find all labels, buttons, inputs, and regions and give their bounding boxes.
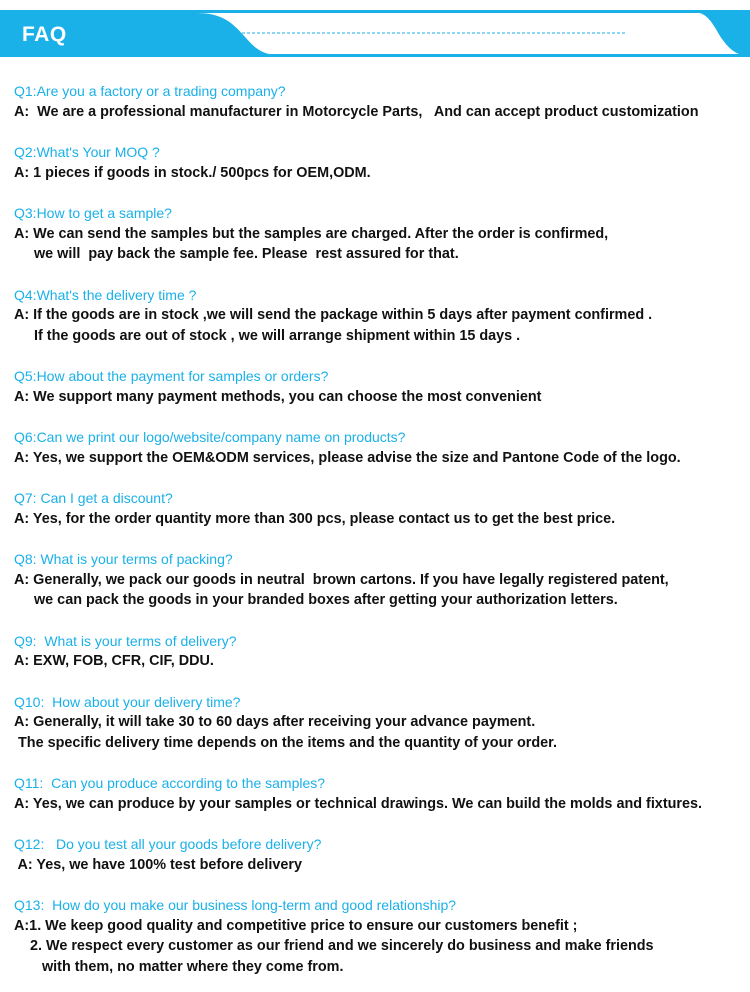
- faq-answer-line: A: Yes, we have 100% test before delivery: [14, 856, 302, 873]
- faq-item: [14, 81, 744, 122]
- faq-question: Q6:Can we print our logo/website/company name on products?: [14, 429, 406, 445]
- faq-header: [0, 0, 750, 64]
- faq-item: [14, 549, 744, 611]
- faq-question: Q10: How about your delivery time?: [14, 693, 241, 710]
- faq-item: [14, 285, 744, 347]
- faq-spacer: [14, 611, 744, 631]
- faq-list: [14, 81, 744, 977]
- faq-answer-line: A: Yes, for the order quantity more than 300 pcs, please contact us to get the best price.: [14, 510, 616, 527]
- faq-item: [14, 427, 744, 468]
- faq-answer-line: A: We support many payment methods, you can choose the most convenient: [14, 388, 542, 405]
- faq-item: [14, 203, 744, 265]
- faq-spacer: [14, 265, 744, 285]
- faq-question: Q7: Can I get a discount?: [14, 490, 173, 506]
- faq-item: [14, 895, 744, 977]
- faq-answer-line: A: We can send the samples but the samples are charged. After the order is confirmed,: [14, 225, 609, 242]
- faq-answer-line: A: Yes, we support the OEM&ODM services, please advise the size and Pantone Code of the logo.: [14, 449, 681, 466]
- faq-question: Q4:What's the delivery time ?: [14, 286, 197, 303]
- faq-spacer: [14, 407, 744, 427]
- faq-spacer: [14, 183, 744, 203]
- faq-question: Q5:How about the payment for samples or orders?: [14, 368, 329, 384]
- faq-question: Q8: What is your terms of packing?: [14, 551, 233, 567]
- faq-question: Q3:How to get a sample?: [14, 205, 172, 221]
- faq-answer-line: A: Yes, we can produce by your samples or technical drawings. We can build the molds and fixtures.: [14, 795, 703, 812]
- faq-item: [14, 834, 744, 875]
- faq-answer-line: A: EXW, FOB, CFR, CIF, DDU.: [14, 653, 214, 669]
- faq-answer-line: If the goods are out of stock , we will arrange shipment within 15 days .: [14, 327, 521, 344]
- faq-spacer: [14, 672, 744, 692]
- faq-answer-line: A:1. We keep good quality and competitive price to ensure our customers benefit ;: [14, 917, 578, 934]
- faq-question: Q9: What is your terms of delivery?: [14, 632, 237, 649]
- faq-item: [14, 488, 744, 529]
- faq-item: [14, 142, 744, 183]
- faq-question: Q2:What's Your MOQ ?: [14, 144, 160, 160]
- faq-answer-line: we can pack the goods in your branded boxes after getting your authorization letters.: [14, 592, 618, 608]
- faq-spacer: [14, 529, 744, 549]
- faq-answer-line: A: 1 pieces if goods in stock./ 500pcs for OEM,ODM.: [14, 164, 371, 181]
- faq-spacer: [14, 122, 744, 142]
- faq-spacer: [14, 814, 744, 834]
- faq-spacer: [14, 753, 744, 773]
- faq-spacer: [14, 875, 744, 895]
- faq-answer-line: 2. We respect every customer as our friend and we sincerely do business and make friends: [14, 938, 654, 954]
- faq-answer-line: with them, no matter where they come from.: [14, 958, 344, 975]
- faq-spacer: [14, 346, 744, 366]
- faq-question: Q11: Can you produce according to the samples?: [14, 775, 326, 791]
- faq-question: Q12: Do you test all your goods before delivery?: [14, 836, 322, 852]
- faq-answer-line: A: Generally, it will take 30 to 60 days after receiving your advance payment.: [14, 714, 536, 730]
- faq-title: FAQ: [22, 23, 67, 46]
- faq-item: [14, 366, 744, 407]
- faq-answer-line: A: We are a professional manufacturer in Motorcycle Parts, And can accept product customization: [14, 103, 699, 120]
- faq-answer-line: A: Generally, we pack our goods in neutral brown cartons. If you have legally registered patent,: [14, 571, 669, 588]
- faq-question: Q13: How do you make our business long-term and good relationship?: [14, 897, 457, 913]
- faq-answer-line: A: If the goods are in stock ,we will send the package within 5 days after payment confirmed .: [14, 307, 653, 323]
- faq-question: Q1:Are you a factory or a trading company?: [14, 83, 286, 99]
- faq-item: [14, 631, 744, 672]
- faq-answer-line: The specific delivery time depends on the items and the quantity of your order.: [14, 734, 557, 751]
- faq-spacer: [14, 468, 744, 488]
- faq-item: [14, 773, 744, 814]
- header-banner-shape: [0, 0, 750, 64]
- faq-item: [14, 692, 744, 754]
- faq-answer-line: we will pay back the sample fee. Please rest assured for that.: [14, 246, 459, 262]
